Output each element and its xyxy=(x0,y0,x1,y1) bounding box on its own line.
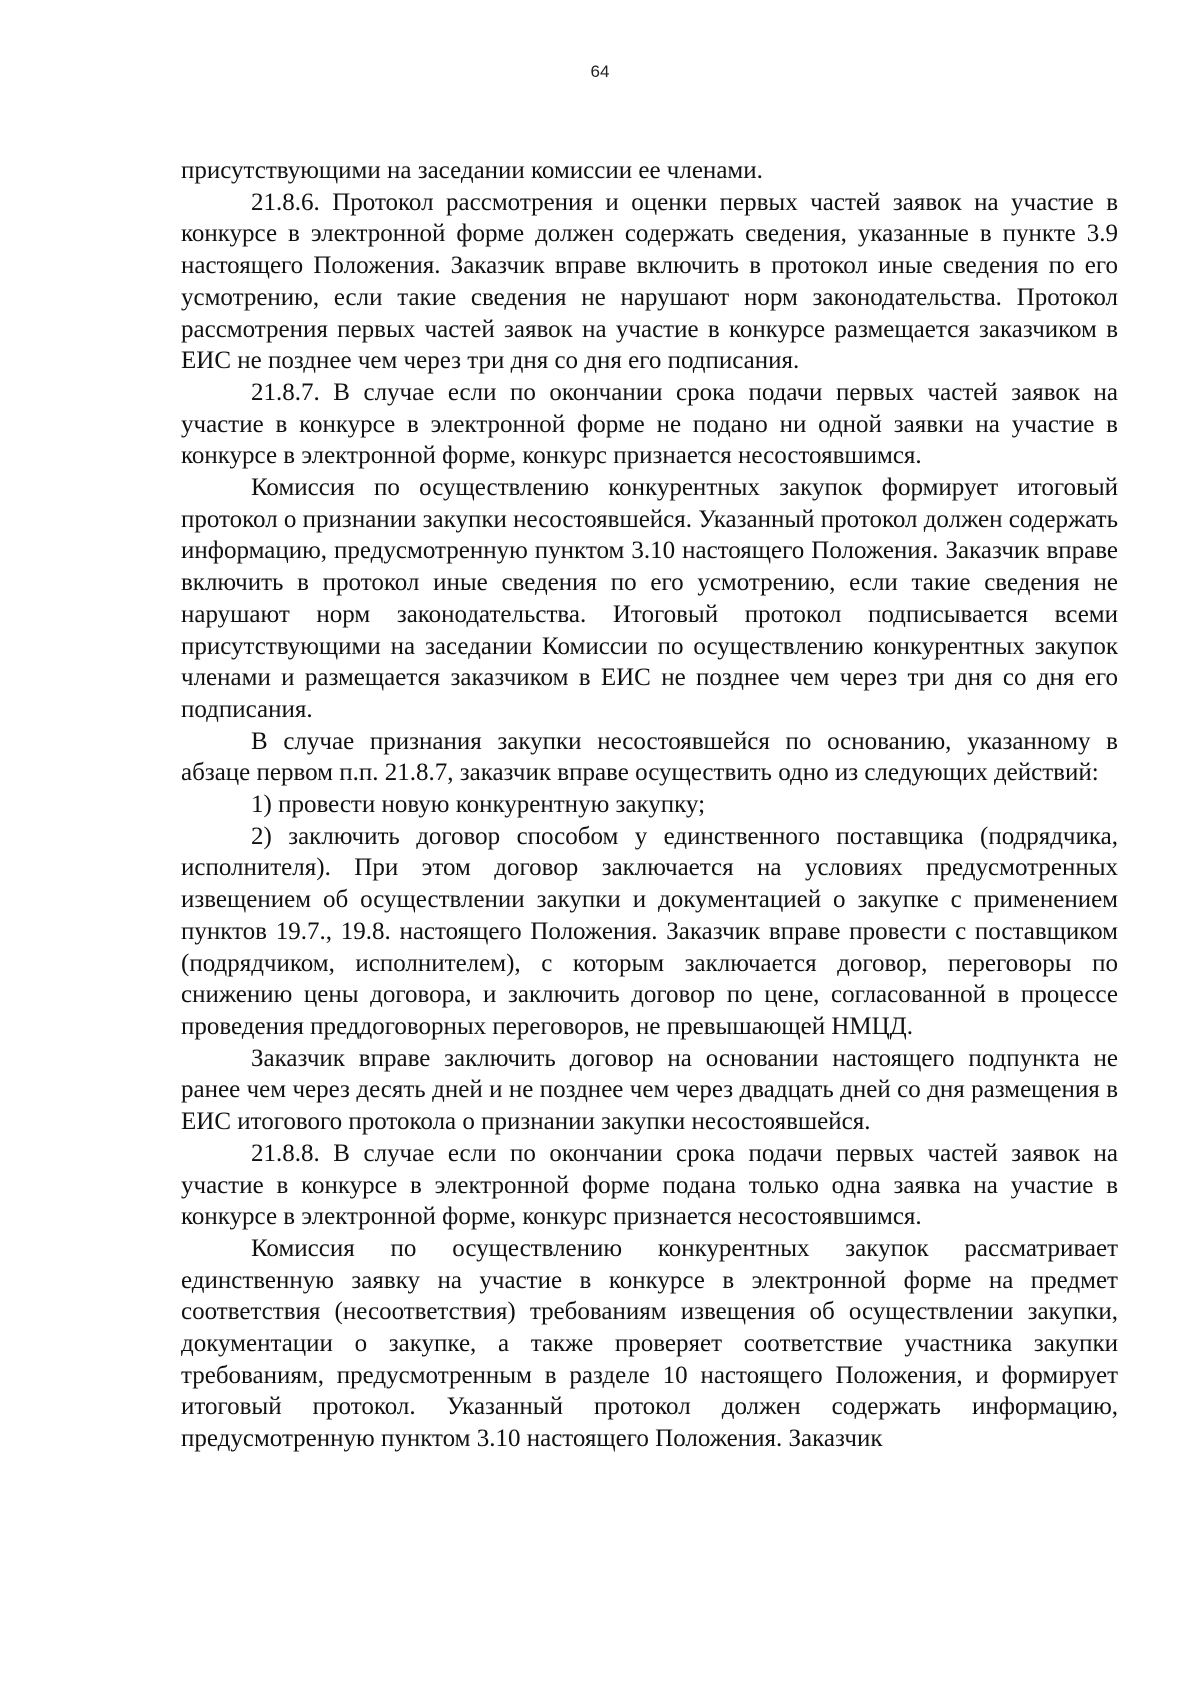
paragraph-failed-procurement-actions: В случае признания закупки несостоявшейся по основанию, указанному в абзаце первом п.п. 21.8.7, заказчик вправе осуществить одно из следующих действий: xyxy=(181,727,1118,787)
paragraph-21-8-8: 21.8.8. В случае если по окончании срока подачи первых частей заявок на участие в конкурсе в электронной форме подана только одна заявка на участие в конкурсе в электронной форме, конкурс признается несостоявшимся. xyxy=(181,1139,1118,1231)
paragraph-contract-timing: Заказчик вправе заключить договор на основании настоящего подпункта не ранее чем через десять дней и не позднее чем через двадцать дней со дня размещения в ЕИС итогового протокола о признании закупки несостоявшейся. xyxy=(181,1044,1118,1136)
paragraph-commission-final-protocol: Комиссия по осуществлению конкурентных закупок формирует итоговый протокол о признании закупки несостоявшейся. Указанный протокол должен содержать информацию, предусмотренную пунктом 3.10 настоящего Положения. Заказчик вправе включить в протокол иные сведения по его усмотрению, если такие сведения не нарушают норм законодательства. Итоговый протокол подписывается всеми присутствующими на заседании Комиссии по осуществлению конкурентных закупок членами и размещается заказчиком в ЕИС не позднее чем через три дня со дня его подписания. xyxy=(181,474,1118,723)
paragraph-single-application-review: Комиссия по осуществлению конкурентных закупок рассматривает единственную заявку на участие в конкурсе в электронной форме на предмет соответствия (несоответствия) требованиям извещения об осуществлении закупки, документации о закупке, а также проверяет соответствие участника закупки требованиям, предусмотренным в разделе 10 настоящего Положения, и формирует итоговый протокол. Указанный протокол должен содержать информацию, предусмотренную пунктом 3.10 настоящего Положения. Заказчик xyxy=(181,1234,1118,1453)
paragraph-continuation: присутствующими на заседании комиссии ее членами. xyxy=(181,157,763,184)
paragraph-21-8-6: 21.8.6. Протокол рассмотрения и оценки первых частей заявок на участие в конкурсе в электронной форме должен содержать сведения, указанные в пункте 3.9 настоящего Положения. Заказчик вправе включить в протокол иные сведения по его усмотрению, если такие сведения не нарушают норм законодательства. Протокол рассмотрения первых частей заявок на участие в конкурсе размещается заказчиком в ЕИС не позднее чем через три дня со дня его подписания. xyxy=(181,188,1118,375)
document-body xyxy=(181,155,1118,1455)
page-number: 64 xyxy=(590,62,610,81)
list-item-1: 1) провести новую конкурентную закупку; xyxy=(251,791,706,819)
paragraph-21-8-7: 21.8.7. В случае если по окончании срока подачи первых частей заявок на участие в конкурсе в электронной форме не подано ни одной заявки на участие в конкурсе в электронной форме, конкурс признается несостоявшимся. xyxy=(181,378,1118,470)
list-item-2: 2) заключить договор способом у единственного поставщика (подрядчика, исполнителя). При этом договор заключается на условиях предусмотренных извещением об осуществлении закупки и документацией о закупке с применением пунктов 19.7., 19.8. настоящего Положения. Заказчик вправе провести с поставщиком (подрядчиком, исполнителем), с которым заключается договор, переговоры по снижению цены договора, и заключить договор по цене, согласованной в процессе проведения преддоговорных переговоров, не превышающей НМЦД. xyxy=(181,822,1118,1040)
